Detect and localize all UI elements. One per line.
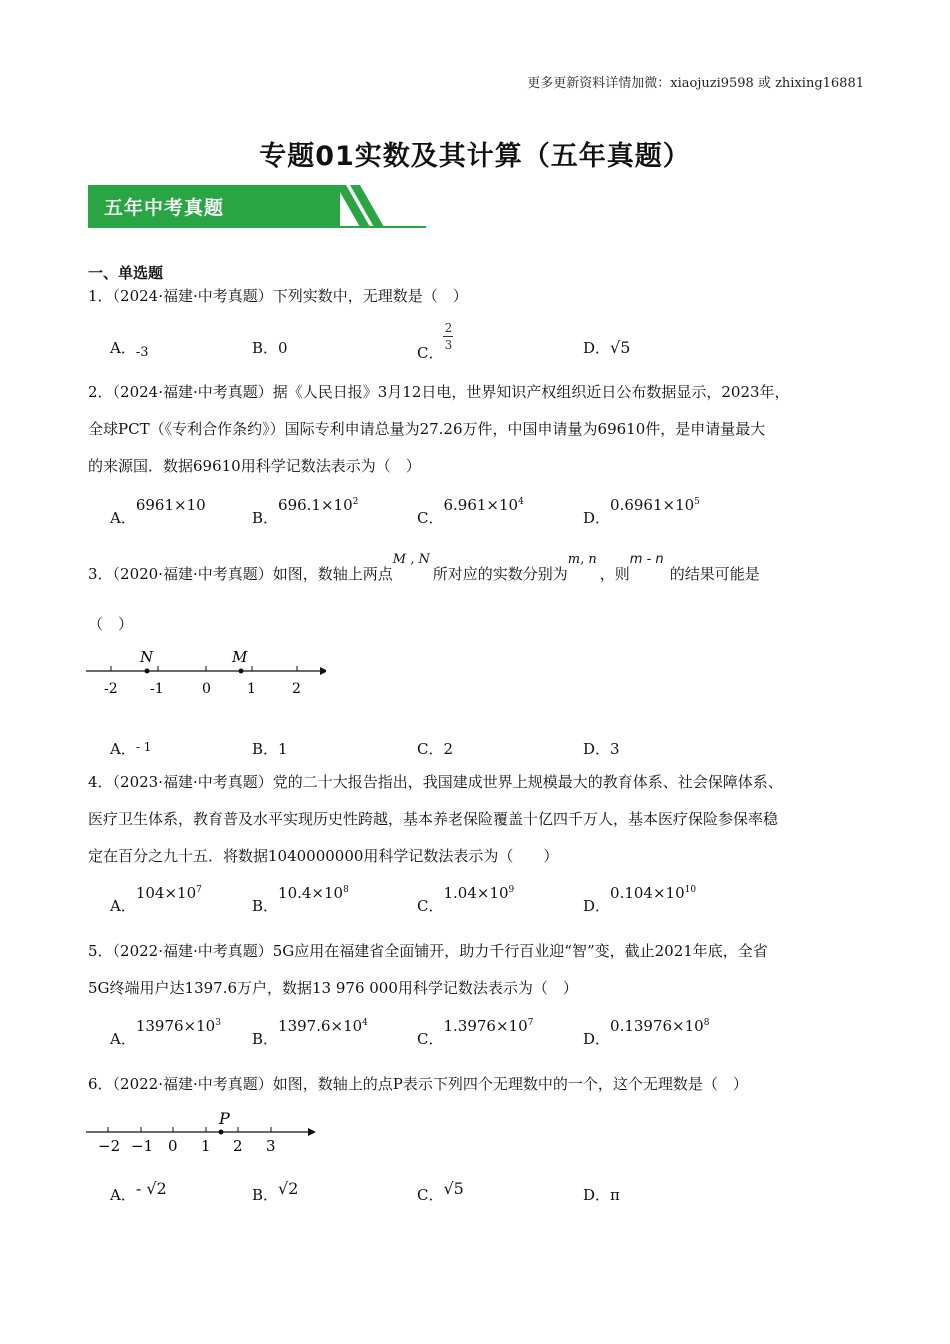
question-5-line-2: 5G终端用户达1397.6万户，数据13 976 000用科学记数法表示为（ ） [88,979,578,997]
q2-option-a[interactable]: A．6961×10 [110,496,206,527]
banner-underline [88,226,426,228]
q3-option-b[interactable]: B．1 [252,740,288,758]
q6-tick-label: 1 [201,1137,211,1155]
question-2-line-3: 的来源国．数据69610用科学记数法表示为（ ） [88,457,421,475]
q5-option-b[interactable]: B．$1397.6\times 10^4$ [252,1017,368,1048]
q3-tick-label: 1 [247,681,256,697]
q3-option-c[interactable]: C．2 [417,740,454,758]
q3-option-d[interactable]: D．3 [583,740,620,758]
q3-axis-arrow-icon [320,667,326,675]
question-2-line-2: 全球PCT（《专利合作条约》）国际专利申请总量为27.26万件，中国申请量为69610件，是申请量最大 [88,420,766,438]
q3-point-m [239,669,244,674]
section-banner [88,185,426,229]
question-3-paren: （ ） [88,615,134,633]
q1-option-b[interactable]: B．0 [252,339,288,357]
q1-option-a[interactable]: A．-3 [110,339,149,360]
q1-option-c[interactable]: C． $\frac{2}{3}$ [417,321,453,362]
q3-point-n-label: N [140,648,154,666]
banner-label: 五年中考真题 [104,197,225,219]
q3-option-a[interactable]: A．$^{- 1}$ [110,740,152,758]
q6-tick-label: 3 [266,1137,276,1155]
q2-option-c[interactable]: C．$6.961\times 10^4$ [417,496,524,527]
question-4-line-2: 医疗卫生体系，教育普及水平实现历史性跨越，基本养老保险覆盖十亿四千万人，基本医疗保险参保率稳 [88,810,779,828]
q4-option-c[interactable]: C．$1.04\times 10^9$ [417,884,515,915]
q3-tick-label: 0 [202,681,211,697]
q2-option-d[interactable]: D．$0.6961\times 10^5$ [583,496,700,527]
question-6: 6．（2022·福建·中考真题）如图，数轴上的点P表示下列四个无理数中的一个，这个无理数是（ ） [88,1075,748,1093]
page-title: 专题01实数及其计算（五年真题） [259,141,691,172]
q3-tick-label: -1 [150,681,164,697]
q3-point-m-label: M [232,648,248,666]
fraction: $\frac{2}{3}$ [444,321,453,352]
q3-tick-label: 2 [292,681,301,697]
q5-option-c[interactable]: C．$1.3976\times 10^7$ [417,1017,534,1048]
q5-option-d[interactable]: D．$0.13976\times 10^8$ [583,1017,710,1048]
q6-axis-arrow-icon [308,1128,316,1136]
banner-stripes-icon [336,185,396,227]
q3-point-n [145,669,150,674]
q6-option-a[interactable]: A．- √2 [110,1179,167,1204]
q5-option-a[interactable]: A．$13976\times 10^3$ [110,1017,221,1048]
question-1: 1．（2024·福建·中考真题）下列实数中，无理数是（ ） [88,287,468,305]
question-5-line-1: 5．（2022·福建·中考真题）5G应用在福建省全面铺开，助力千行百业迎“智”变，截止2021年底，全省 [88,942,768,960]
question-4-line-1: 4．（2023·福建·中考真题）党的二十大报告指出，我国建成世界上规模最大的教育体系、社会保障体系、 [88,773,783,791]
q4-option-b[interactable]: B．$10.4\times 10^8$ [252,884,349,915]
q6-tick-label: 2 [233,1137,243,1155]
question-3: 3．（2020·福建·中考真题）如图，数轴上两点M , N所对应的实数分别为m, n，则m - n的结果可能是 [88,552,760,583]
q4-option-a[interactable]: A．$104\times 10^7$ [110,884,202,915]
question-2-line-1: 2．（2024·福建·中考真题）据《人民日报》3月12日电，世界知识产权组织近日公布数据显示，2023年， [88,383,790,401]
q3-number-line [86,645,326,701]
q6-point-p [219,1130,224,1135]
q6-tick-label: −1 [131,1137,154,1155]
q6-option-c[interactable]: C．√5 [417,1179,464,1204]
q3-tick-label: -2 [104,681,118,697]
q2-option-b[interactable]: B．$696.1\times 10^2$ [252,496,359,527]
header-note: 更多更新资料详情加微：xiaojuzi9598 或 zhixing16881 [527,76,864,91]
section-heading: 一、单选题 [88,264,164,282]
q6-number-line [86,1104,322,1156]
q6-option-b[interactable]: B．√2 [252,1179,299,1204]
q6-option-d[interactable]: D．π [583,1186,620,1204]
q6-point-p-label: P [219,1109,230,1128]
q1-option-d[interactable]: D．√5 [583,338,631,357]
q6-tick-label: −2 [98,1137,121,1155]
q4-option-d[interactable]: D．$0.104\times 10^{10}$ [583,884,697,915]
question-4-line-3: 定在百分之九十五．将数据1040000000用科学记数法表示为（ ） [88,847,559,865]
q6-tick-label: 0 [168,1137,178,1155]
